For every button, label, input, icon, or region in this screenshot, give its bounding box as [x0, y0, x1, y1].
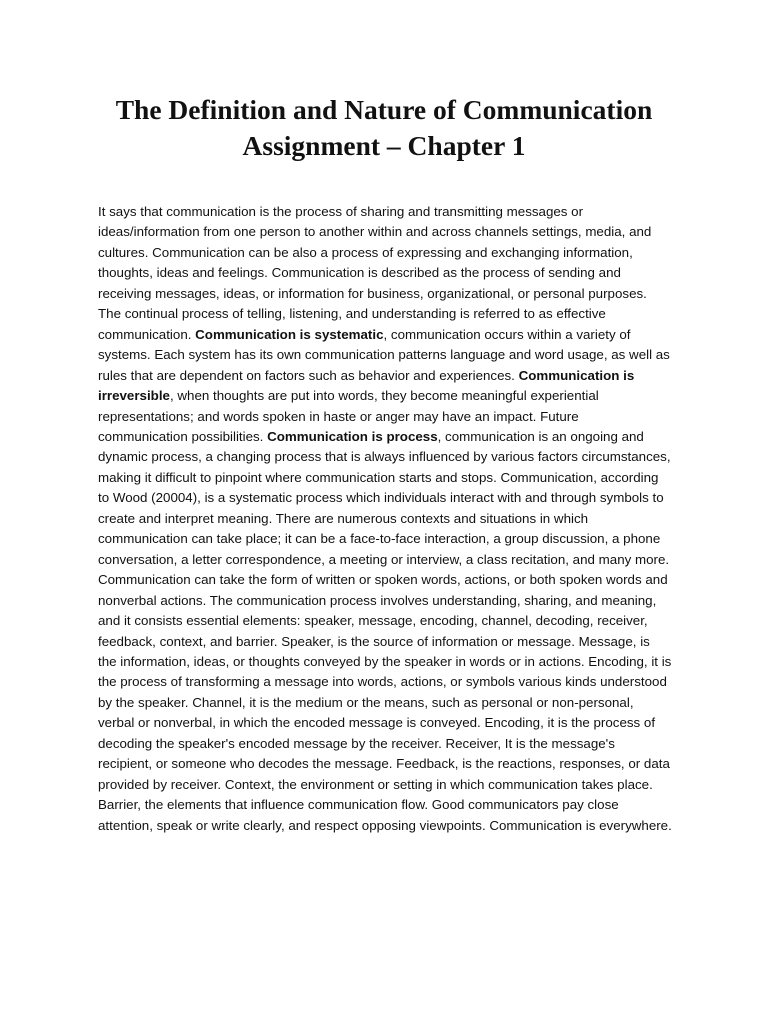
paragraph-segment: It says that communication is the process of sharing and transmitting messages or ideas/information from one person to another within and across channels settings, media, and cultures. Communication can be also a process of expressing and exchanging information, thoughts, ideas and feelings. Communication is described as the process of sending and receiving messages, ideas, or information for business, organizational, or personal purposes. The continual process of telling, listening, and understanding is referred to as effective communication. [98, 204, 652, 342]
title-line-1: The Definition and Nature of Communication [115, 94, 653, 125]
bold-term-process: Communication is process [267, 428, 438, 444]
paragraph-segment: , when thoughts are put into words, they become meaningful experiential representations; and words spoken in haste or anger may have an impact. Future communication possibilities. [98, 388, 599, 444]
title-line-2: Assignment – Chapter 1 [242, 130, 526, 161]
page-title [60, 92, 708, 164]
bold-term-irreversible: Communication is irreversible [98, 367, 635, 404]
bold-term-systematic: Communication is systematic [195, 326, 384, 342]
body-paragraph [98, 202, 672, 836]
paragraph-segment: , communication occurs within a variety of systems. Each system has its own communication patterns language and word usage, as well as rules that are dependent on factors such as behavior and experiences. [98, 326, 670, 383]
paragraph-segment: , communication is an ongoing and dynamic process, a changing process that is always influenced by various factors circumstances, making it difficult to pinpoint where communication starts and stops. Communication, according to Wood (20004), is a systematic process which individuals interact with and through symbols to create and interpret meaning. There are numerous contexts and situations in which communication can take place; it can be a face-to-face interaction, a group discussion, a phone conversation, a letter correspondence, a meeting or interview, a class recitation, and many more. Communication can take the form of written or spoken words, actions, or both spoken words and nonverbal actions. The communication process involves understanding, sharing, and meaning, and it consists essential elements: speaker, message, encoding, channel, decoding, receiver, feedback, context, and barrier. Speaker, is the source of information or message. Message, is the information, ideas, or thoughts conveyed by the speaker in words or in actions. Encoding, it is the process of transforming a message into words, actions, or symbols various kinds understood by the speaker. Channel, it is the medium or the means, such as personal or non-personal, verbal or nonverbal, in which the encoded message is conveyed. Encoding, it is the process of decoding the speaker's encoded message by the receiver. Receiver, It is the message's recipient, or someone who decodes the message. Feedback, is the reactions, responses, or data provided by receiver. Context, the environment or setting in which communication takes place. Barrier, the elements that influence communication flow. Good communicators pay close attention, speak or write clearly, and respect opposing viewpoints. Communication is everywhere. [98, 428, 672, 833]
